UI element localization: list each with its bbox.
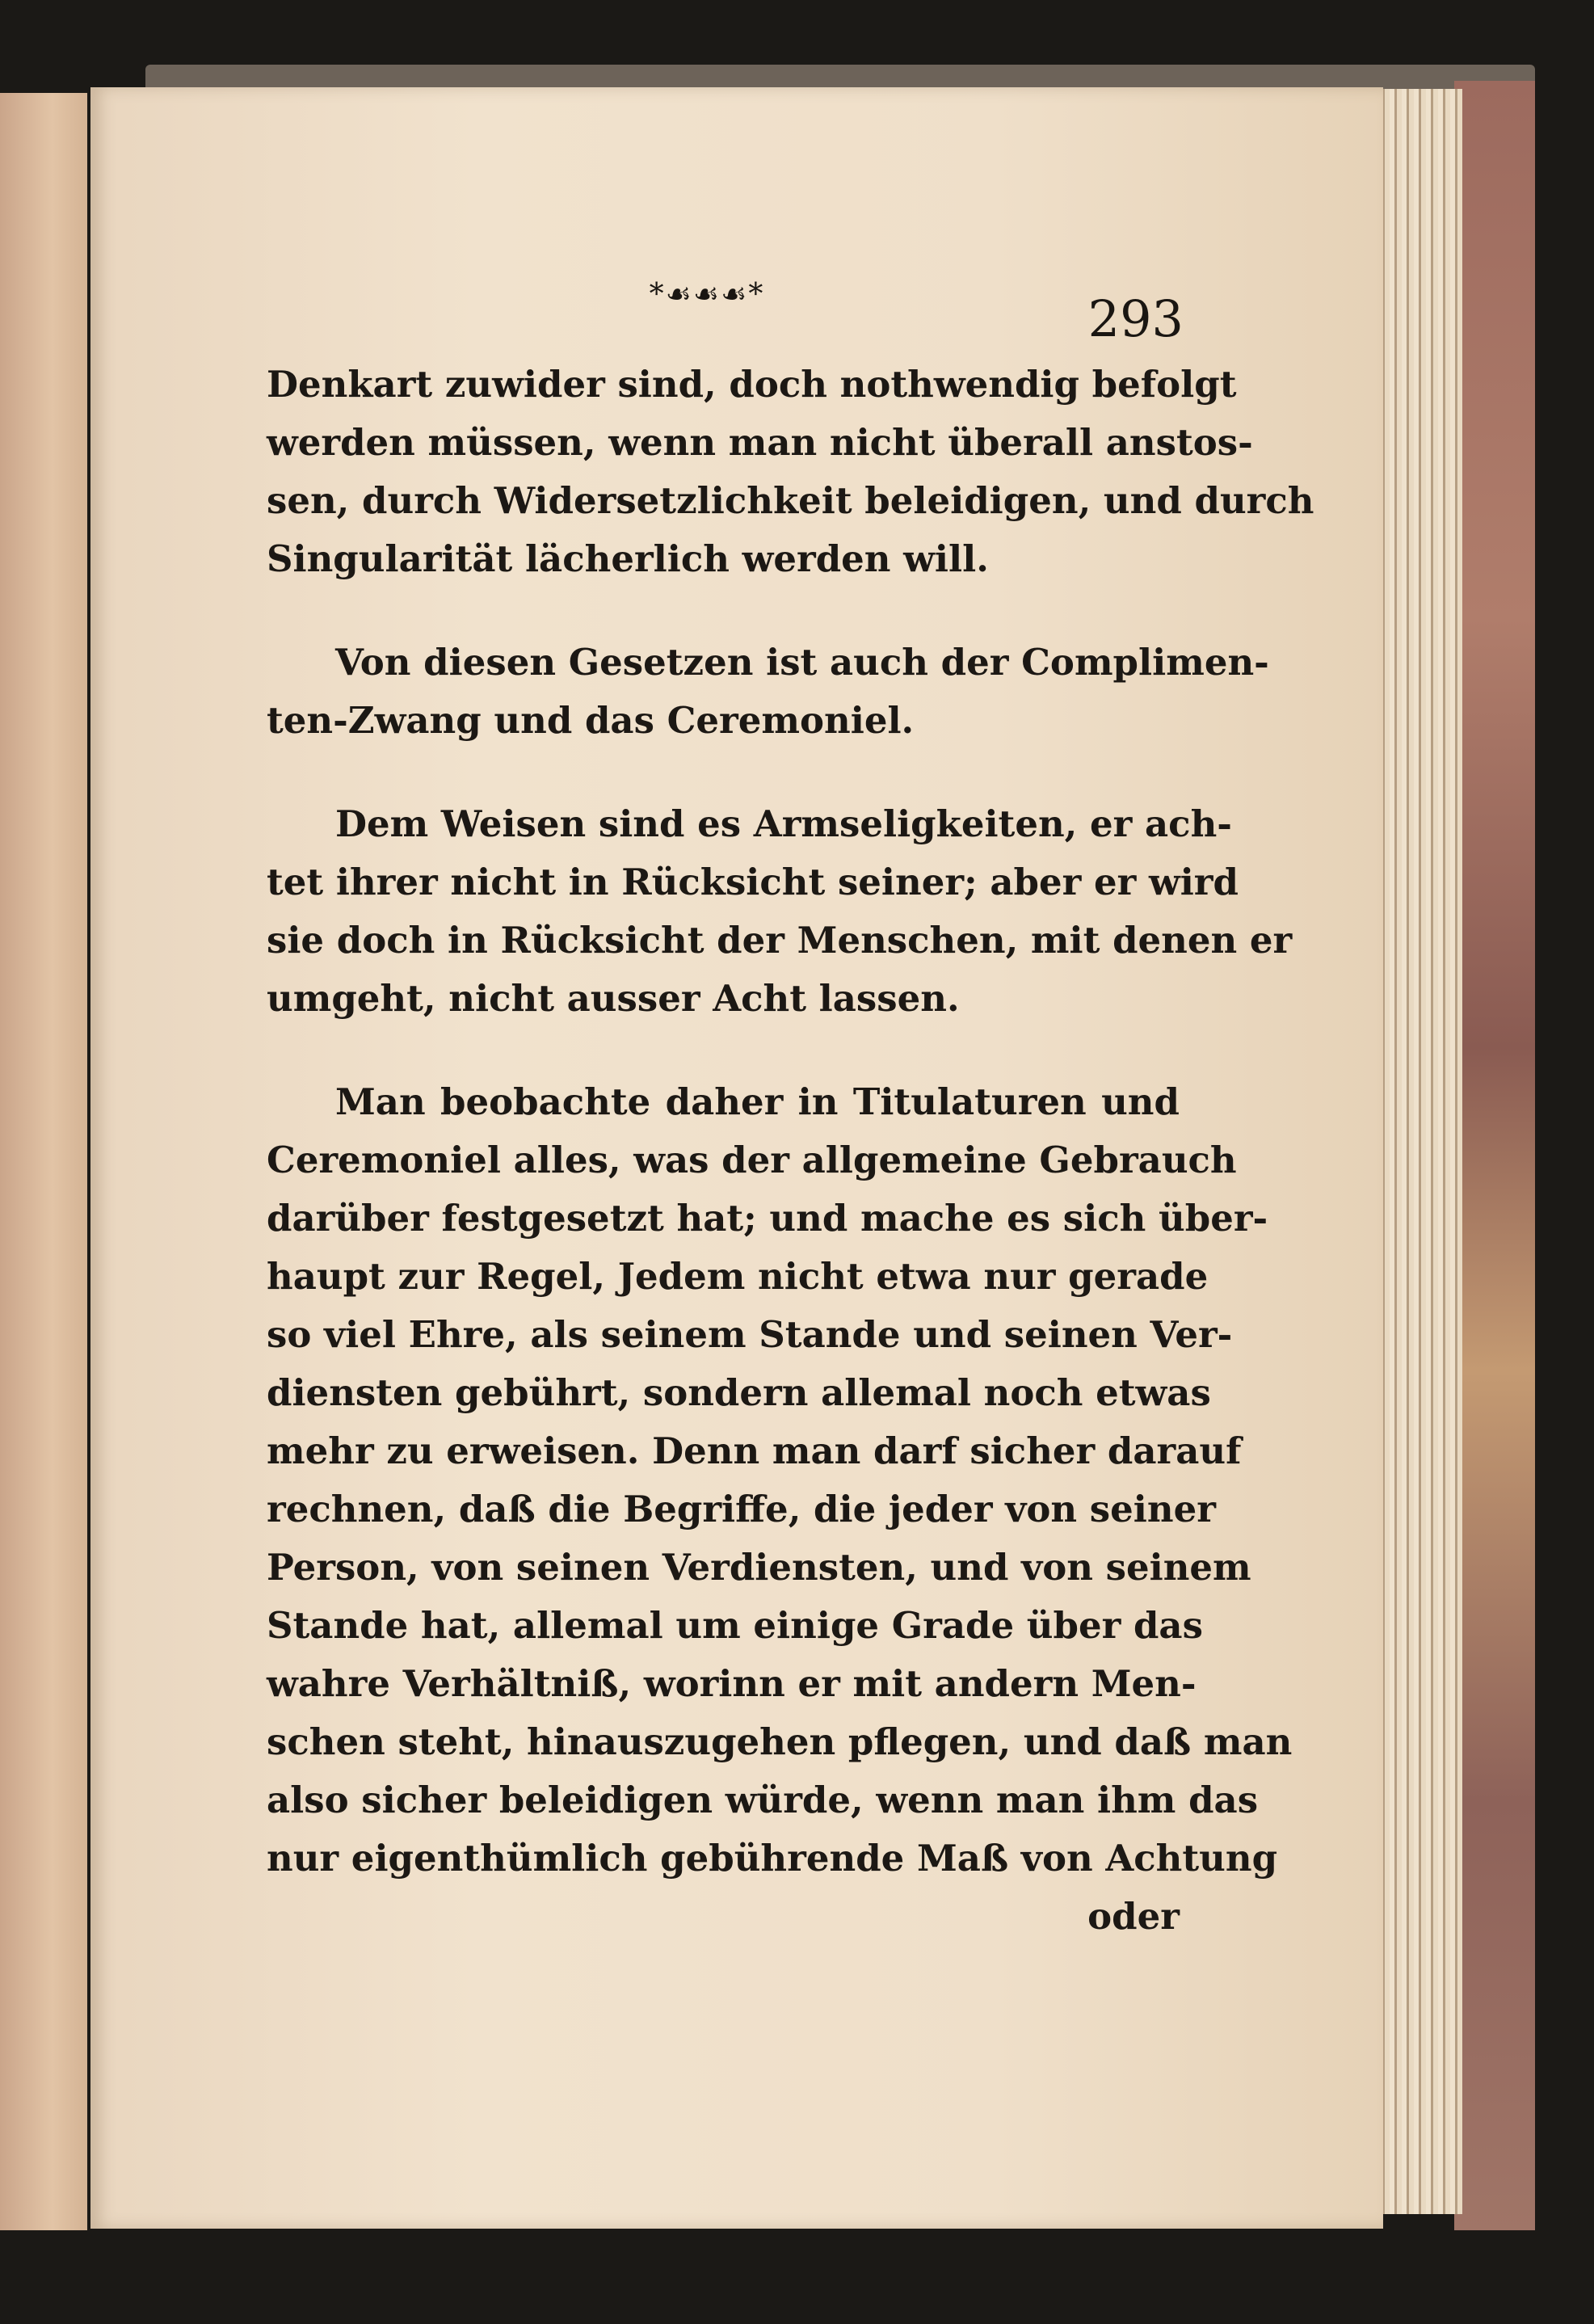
text-line: haupt zur Regel, Jedem nicht etwa nur gerade <box>267 1255 1209 1298</box>
header-ornament: *☙☙☙* <box>649 278 765 311</box>
text-line: Ceremoniel alles, was der allgemeine Gebrauch <box>267 1139 1237 1181</box>
text-line: also sicher beleidigen würde, wenn man ihm das <box>267 1779 1259 1821</box>
left-page-edge <box>0 93 87 2230</box>
text-line: Von diesen Gesetzen ist auch der Complimen- <box>335 641 1269 684</box>
text-line: mehr zu erweisen. Denn man darf sicher darauf <box>267 1429 1242 1472</box>
catchword: oder <box>1087 1895 1180 1938</box>
text-line: Person, von seinen Verdiensten, und von seinem <box>267 1546 1251 1589</box>
text-line: Man beobachte daher in Titulaturen und <box>335 1080 1180 1123</box>
text-line: diensten gebührt, sondern allemal noch etwas <box>267 1371 1211 1414</box>
text-line: werden müssen, wenn man nicht überall anstos- <box>267 421 1253 464</box>
page-number: 293 <box>1087 289 1184 348</box>
text-line: darüber festgesetzt hat; und mache es sich über- <box>267 1197 1268 1240</box>
text-line: Dem Weisen sind es Armseligkeiten, er ach- <box>335 802 1232 845</box>
text-line: rechnen, daß die Begriffe, die jeder von seiner <box>267 1488 1216 1530</box>
page-text <box>267 356 1314 1946</box>
text-line: Singularität lächerlich werden will. <box>267 537 989 580</box>
text-line: ten-Zwang und das Ceremoniel. <box>267 699 915 742</box>
text-line: Denkart zuwider sind, doch nothwendig befolgt <box>267 363 1237 406</box>
text-line: Stande hat, allemal um einige Grade über das <box>267 1604 1203 1647</box>
text-line: schen steht, hinauszugehen pflegen, und daß man <box>267 1720 1293 1763</box>
text-line: sen, durch Widersetzlichkeit beleidigen, und durch <box>267 479 1314 522</box>
text-line: umgeht, nicht ausser Acht lassen. <box>267 977 960 1020</box>
text-line: sie doch in Rücksicht der Menschen, mit denen er <box>267 919 1293 962</box>
text-line: nur eigenthümlich gebührende Maß von Achtung <box>267 1837 1278 1880</box>
marbled-cover-edge <box>1454 81 1535 2230</box>
text-line: wahre Verhältniß, worinn er mit andern Men- <box>267 1662 1197 1705</box>
text-line: so viel Ehre, als seinem Stande und seinen Ver- <box>267 1313 1233 1356</box>
text-line: tet ihrer nicht in Rücksicht seiner; aber er wird <box>267 861 1239 903</box>
